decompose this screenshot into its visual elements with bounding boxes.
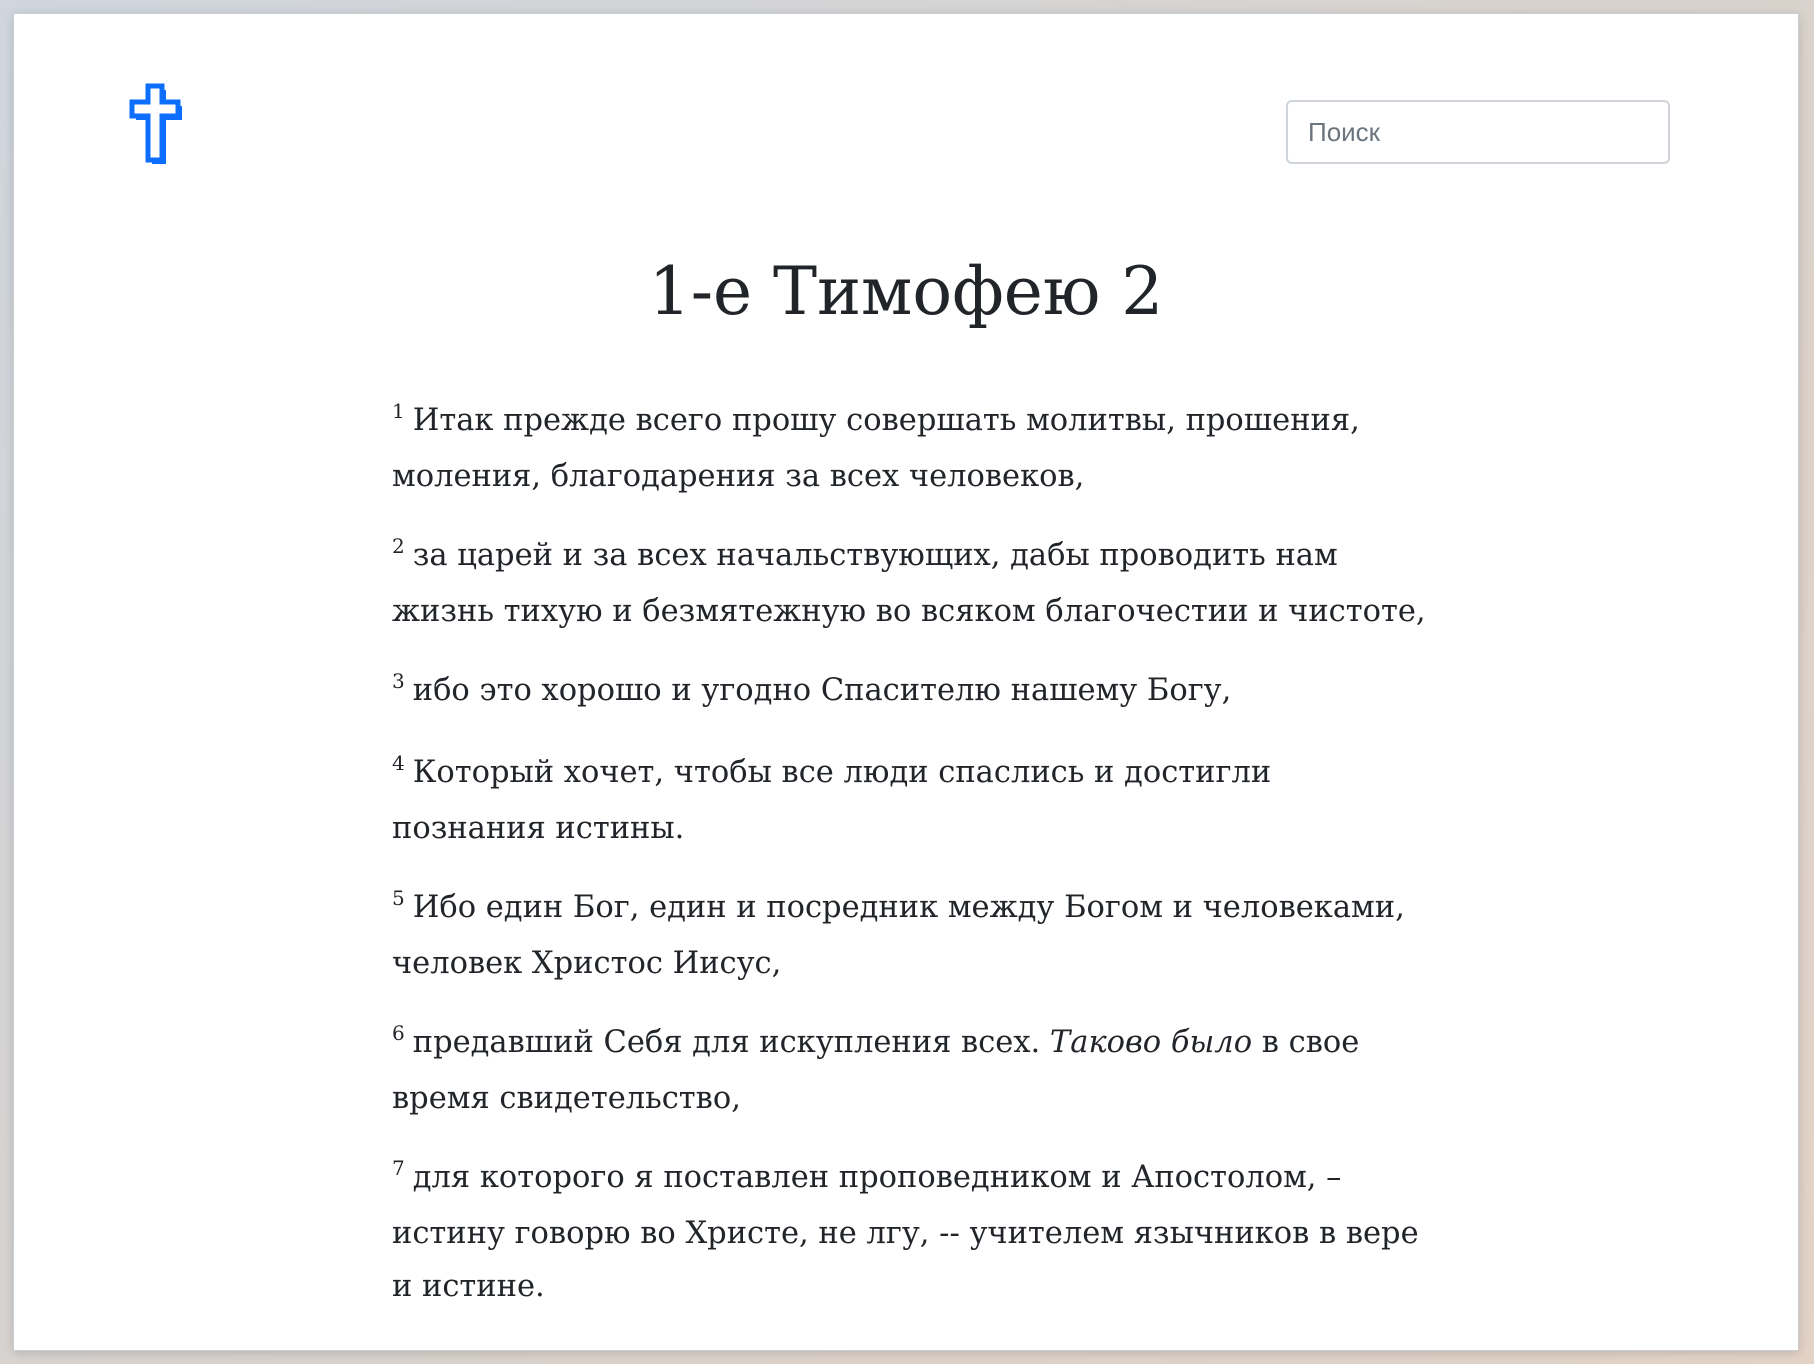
verse-text: предавший Себя для искупления всех.: [412, 1025, 1041, 1060]
verse-number: 1: [392, 399, 405, 423]
verse-number: 6: [392, 1021, 405, 1045]
verse: [392, 746, 1432, 855]
search-input[interactable]: [1286, 100, 1670, 164]
verse: [392, 1016, 1432, 1125]
verse: [392, 1151, 1432, 1313]
verse: [392, 664, 1432, 720]
verse-text: Ибо един Бог, един и посредник между Богом и человеками, человек Христос Иисус,: [392, 890, 1405, 981]
verse-number: 4: [392, 751, 405, 775]
verse-text: Который хочет, чтобы все люди спаслись и достигли познания истины.: [392, 755, 1272, 846]
verse-text-italic: Таково было: [1049, 1025, 1253, 1060]
verse-text: за царей и за всех начальствующих, дабы проводить нам жизнь тихую и безмятежную во всяком благочестии и чистоте,: [392, 538, 1426, 629]
verse-list: [392, 394, 1432, 1339]
verse-number: 7: [392, 1156, 405, 1180]
verse-text: Итак прежде всего прошу совершать молитвы, прошения, моления, благодарения за всех человеков,: [392, 403, 1360, 494]
verse-text: для которого я поставлен проповедником и Апостолом, – истину говорю во Христе, не лгу, -- учителем язычников в вере и истине.: [392, 1160, 1419, 1304]
verse-number: 5: [392, 886, 405, 910]
verse: [392, 529, 1432, 638]
verse: [392, 881, 1432, 990]
verse-number: 2: [392, 534, 405, 558]
verse-number: 3: [392, 669, 405, 693]
page-title: 1-е Тимофею 2: [648, 253, 1164, 330]
verse-text: ибо это хорошо и угодно Спасителю нашему Богу,: [412, 673, 1232, 708]
verse: [392, 394, 1432, 503]
cross-icon[interactable]: [126, 76, 186, 166]
browser-page: [14, 14, 1798, 1350]
verse-text: в свое время свидетельство,: [392, 1025, 1360, 1116]
